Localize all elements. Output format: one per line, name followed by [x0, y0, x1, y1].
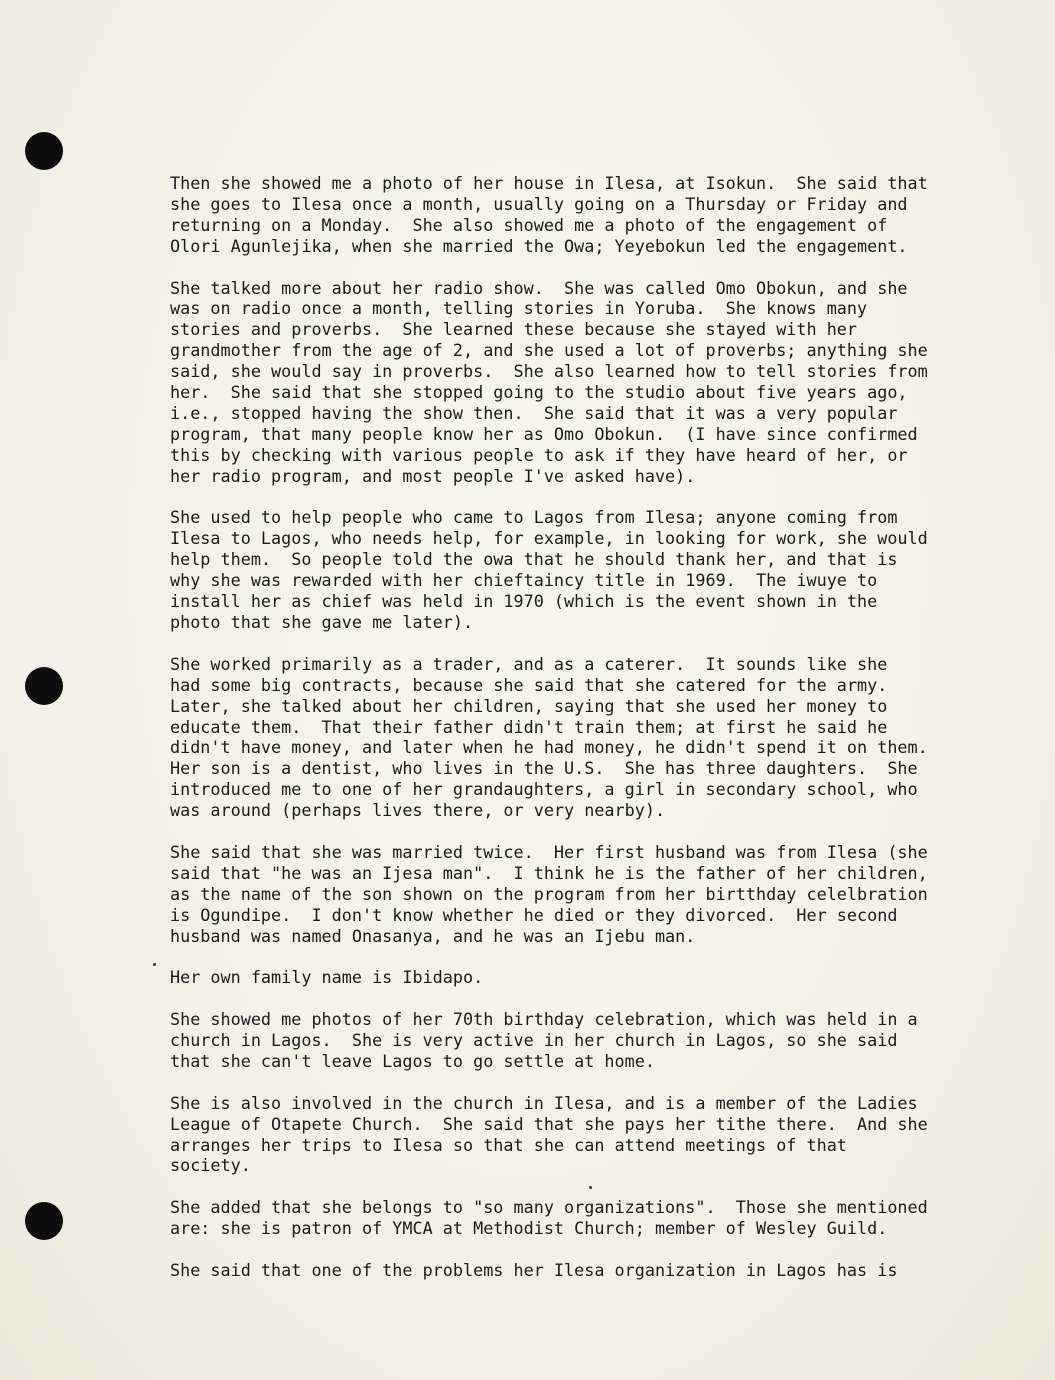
punch-hole-bottom [25, 1202, 63, 1240]
text-line: didn't have money, and later when he had money, he didn't spend it on them. [170, 737, 928, 758]
text-line: Olori Agunlejika, when she married the Owa; Yeyebokun led the engagement. [170, 235, 908, 256]
text-line: introduced me to one of her grandaughters, a girl in secondary school, who [170, 779, 918, 800]
text-line: as the name of the son shown on the program from her birtthday celelbration [170, 883, 928, 904]
text-line: was on radio once a month, telling stories in Yoruba. She knows many [170, 298, 868, 319]
paragraph [170, 507, 970, 632]
text-line: society. [170, 1155, 251, 1176]
text-line: her. She said that she stopped going to the studio about five years ago, [170, 382, 908, 403]
text-line: She said that one of the problems her Ilesa organization in Lagos has is [170, 1259, 898, 1280]
text-line: why she was rewarded with her chieftaincy title in 1969. The iwuye to [170, 570, 878, 591]
text-line: was around (perhaps lives there, or very nearby). [170, 800, 666, 821]
text-line: photo that she gave me later). [170, 612, 474, 632]
text-line: i.e., stopped having the show then. She said that it was a very popular [170, 402, 898, 423]
document-text [170, 173, 970, 1302]
punch-hole-middle [25, 667, 63, 705]
paragraph [170, 173, 970, 257]
text-line: Later, she talked about her children, saying that she used her money to [170, 695, 888, 716]
text-line: She used to help people who came to Lagos from Ilesa; anyone coming from [170, 507, 898, 528]
text-line: husband was named Onasanya, and he was an Ijebu man. [170, 925, 696, 946]
text-line: arranges her trips to Ilesa so that she can attend meetings of that [170, 1134, 847, 1155]
text-line: had some big contracts, because she said that she catered for the army. [170, 674, 888, 695]
text-line: install her as chief was held in 1970 (which is the event shown in the [170, 591, 878, 612]
text-line: stories and proverbs. She learned these because she stayed with her [170, 319, 858, 340]
text-line: said that "he was an Ijesa man". I think he is the father of her children, [170, 862, 928, 883]
text-line: She worked primarily as a trader, and as a caterer. It sounds like she [170, 653, 888, 674]
text-line: League of Otapete Church. She said that she pays her tithe there. And she [170, 1113, 928, 1134]
text-line: She showed me photos of her 70th birthday celebration, which was held in a [170, 1009, 918, 1030]
text-line: Then she showed me a photo of her house in Ilesa, at Isokun. She said that [170, 173, 928, 193]
paragraph [170, 1197, 970, 1239]
text-line: she goes to Ilesa once a month, usually going on a Thursday or Friday and [170, 193, 908, 214]
text-line: church in Lagos. She is very active in her church in Lagos, so she said [170, 1030, 898, 1051]
text-line: She is also involved in the church in Ilesa, and is a member of the Ladies [170, 1092, 918, 1113]
text-line: returning on a Monday. She also showed me a photo of the engagement of [170, 214, 888, 235]
text-line: Ilesa to Lagos, who needs help, for example, in looking for work, she would [170, 528, 928, 549]
paper-speck [153, 963, 156, 966]
text-line: her radio program, and most people I've asked have). [170, 465, 696, 486]
paragraph [170, 1009, 970, 1072]
text-line: She added that she belongs to "so many organizations". Those she mentioned [170, 1197, 928, 1218]
text-line: is Ogundipe. I don't know whether he died or they divorced. Her second [170, 904, 898, 925]
text-line: this by checking with various people to ask if they have heard of her, or [170, 444, 908, 465]
paragraph [170, 654, 970, 821]
text-line: grandmother from the age of 2, and she used a lot of proverbs; anything she [170, 340, 928, 361]
text-line: help them. So people told the owa that he should thank her, and that is [170, 549, 898, 570]
text-line: that she can't leave Lagos to go settle at home. [170, 1050, 655, 1071]
text-line: said, she would say in proverbs. She also learned how to tell stories from [170, 361, 928, 382]
text-line: She said that she was married twice. Her first husband was from Ilesa (she [170, 841, 928, 862]
text-line: She talked more about her radio show. She was called Omo Obokun, and she [170, 277, 908, 298]
text-line: Her son is a dentist, who lives in the U.S. She has three daughters. She [170, 758, 918, 779]
paragraph [170, 1260, 970, 1281]
paragraph [170, 278, 970, 487]
text-line: Her own family name is Ibidapo. [170, 967, 484, 988]
text-line: educate them. That their father didn't train them; at first he said he [170, 716, 888, 737]
text-line: program, that many people know her as Omo Obokun. (I have since confirmed [170, 423, 918, 444]
punch-hole-top [25, 132, 63, 170]
paragraph [170, 967, 970, 988]
paragraph [170, 1093, 970, 1177]
text-line: are: she is patron of YMCA at Methodist Church; member of Wesley Guild. [170, 1218, 888, 1239]
paragraph [170, 842, 970, 947]
